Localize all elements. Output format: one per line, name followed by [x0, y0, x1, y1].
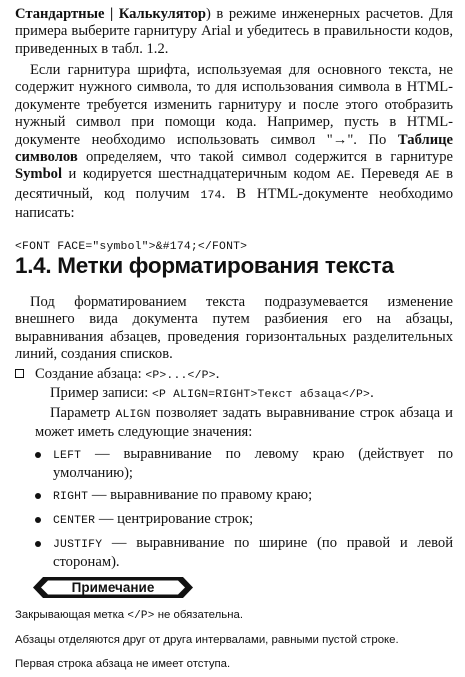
note-banner: [33, 577, 193, 598]
paragraph-text: Если гарнитура шрифта, используемая для основного текста, не содержит нужного символа, то для использования символа в HTML-документе требуется изменить гарнитуру и после этого отобразить нужный символ при помощи кода. Например, пусть в HTML-документе необходимо использовать символ "→". По: [15, 62, 453, 148]
paragraph-calculator: [15, 6, 453, 58]
bold-term: Таблице символов: [15, 131, 453, 166]
bullet-dot-icon: [35, 452, 41, 458]
value-description: — выравнивание по ширине (по правой и левой сторонам).: [53, 535, 453, 571]
parameter-label: Параметр: [50, 405, 116, 421]
note-line: [15, 608, 243, 623]
inline-code: <P ALIGN=RIGHT>Текст абзаца</P>: [151, 389, 371, 401]
parameter-description: [35, 405, 453, 442]
square-bullet-icon: [15, 369, 24, 378]
inline-code: <P>...</P>: [145, 370, 216, 382]
value-item: [53, 511, 453, 530]
paragraph-text: . Переведя: [350, 166, 426, 183]
bullet-dot-icon: [35, 517, 41, 523]
note-line: Первая строка абзаца не имеет отступа.: [15, 658, 231, 670]
example-line: Пример записи: <P ALIGN=RIGHT>Текст абзаца</P>.: [50, 385, 374, 401]
note-title: Примечание: [71, 580, 155, 595]
code-example-font: <FONT FACE="symbol">&#174;</FONT>: [15, 241, 248, 253]
inline-code: JUSTIFY: [53, 539, 103, 551]
inline-code: CENTER: [53, 515, 96, 527]
bold-term: Symbol: [15, 166, 63, 183]
inline-code: ALIGN: [115, 409, 151, 421]
value-item: [53, 487, 453, 506]
note-text: Закрывающая метка: [15, 609, 128, 621]
value-item: [53, 535, 453, 572]
paragraph-font-symbol: [15, 62, 453, 223]
inline-code: LEFT: [53, 450, 82, 462]
inline-code: </P>: [127, 610, 155, 622]
paragraph-text: определяем, что такой символ содержится в гарнитуре: [77, 149, 453, 166]
list-item-text: Создание абзаца: <P>...</P>.: [35, 366, 220, 382]
parameter-text: позволяет задать выравнивание строк абзаца и может иметь следующие значения:: [35, 405, 453, 441]
paragraph-calculator-text: ) в режиме инженерных расчетов. Для примера выберите гарнитуру Arial и убедитесь в правильности кодов, приведенных в табл. 1.2.: [15, 6, 453, 57]
note-line: Абзацы отделяются друг от друга интервалами, равными пустой строке.: [15, 634, 399, 646]
inline-code: AE: [336, 170, 351, 183]
section-heading: 1.4. Метки форматирования текста: [15, 253, 394, 278]
value-description: — выравнивание по левому краю (действует по умолчанию);: [53, 446, 453, 482]
value-item: [53, 446, 453, 483]
value-description: — выравнивание по правому краю;: [88, 487, 313, 503]
menu-path: Стандартные | Калькулятор: [15, 6, 207, 22]
inline-code: AE: [425, 170, 440, 183]
inline-code: 174: [200, 189, 222, 202]
inline-code: RIGHT: [53, 491, 89, 503]
example-label: Пример записи:: [50, 385, 152, 401]
bullet-dot-icon: [35, 541, 41, 547]
list-item-label: Создание абзаца:: [35, 366, 146, 382]
section-intro: Под форматированием текста подразумевается изменение внешнего вида документа путем разбиения его на абзацы, выравнивания абзацев, проведения горизонтальных разделительных линий, создания списков.: [15, 294, 453, 363]
paragraph-text: в десятичный, код получим: [15, 166, 454, 202]
paragraph-text: . В HTML-документе необходимо написать:: [15, 185, 453, 222]
value-description: — центрирование строк;: [95, 511, 254, 527]
paragraph-text: и кодируется шестнадцатеричным кодом: [62, 166, 337, 183]
note-text: не обязательна.: [154, 609, 243, 621]
bullet-dot-icon: [35, 493, 41, 499]
